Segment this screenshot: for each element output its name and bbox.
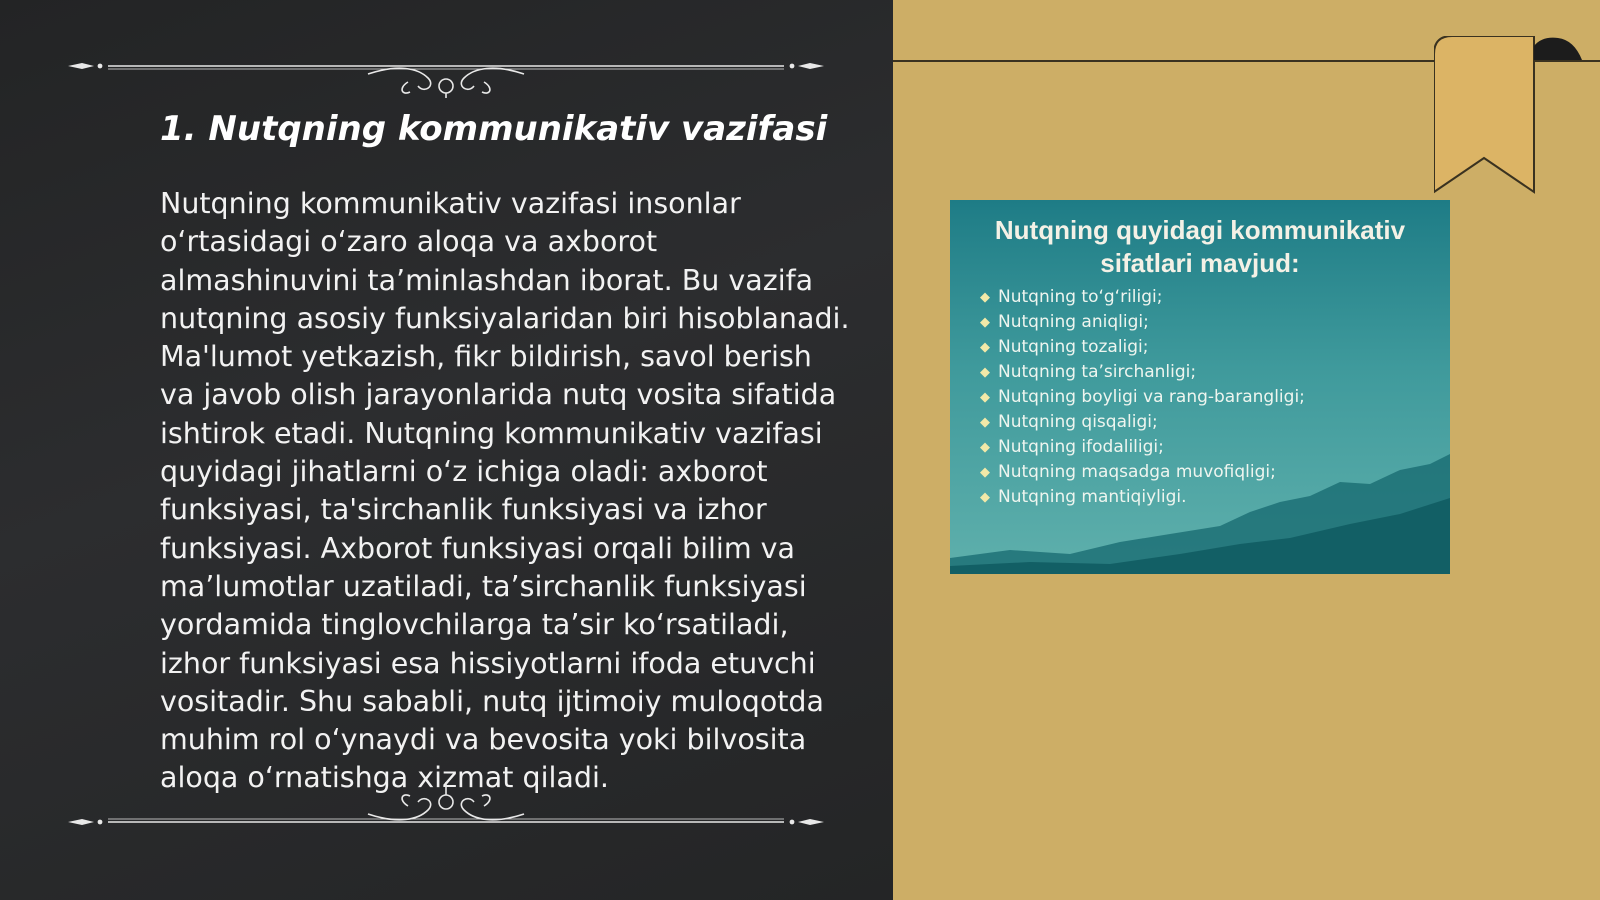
- diamond-bullet-icon: ◆: [980, 390, 990, 405]
- diamond-bullet-icon: ◆: [980, 365, 990, 380]
- list-item-label: Nutqning ta’sirchanligi;: [998, 362, 1197, 382]
- list-item: [980, 435, 1305, 460]
- list-item: [980, 285, 1305, 310]
- top-ornament-divider-icon: [68, 38, 824, 98]
- slide-title: 1. Nutqning kommunikativ vazifasi: [160, 109, 828, 149]
- list-item: [980, 360, 1305, 385]
- diamond-bullet-icon: ◆: [980, 315, 990, 330]
- diamond-bullet-icon: ◆: [980, 490, 990, 505]
- list-item: [980, 460, 1305, 485]
- list-item-label: Nutqning mantiqiyligi.: [998, 487, 1187, 507]
- list-item: [980, 410, 1305, 435]
- list-item: [980, 485, 1305, 510]
- qualities-list: [980, 285, 1305, 510]
- bookmark-ribbon-icon: [1434, 36, 1584, 202]
- diamond-bullet-icon: ◆: [980, 415, 990, 430]
- slide-body-text: Nutqning kommunikativ vazifasi insonlar o‘rtasidagi o‘zaro aloqa va axborot almashinuvini ta’minlashdan iborat. Bu vazifa nutqning asosiy funksiyalaridan biri hisoblanadi. Ma'lumot yetkazish, fikr bildirish, savol berish va javob olish jarayonlarida nutq vosita sifatida ishtirok etadi. Nutqning kommunikativ vazifasi quyidagi jihatlarni o‘z ichiga oladi: axborot funksiyasi, ta'sirchanlik funksiyasi va izhor funksiyasi. Axborot funksiyasi orqali bilim va ma’lumotlar uzatiladi, ta’sirchanlik funksiyasi yordamida tinglovchilarga ta’sir ko‘rsatiladi, izhor funksiyasi esa hissiyotlarni ifoda etuvchi vositadir. Shu sababli, nutq ijtimoiy muloqotda muhim rol o‘ynaydi va bevosita yoki bilvosita aloqa o‘rnatishga xizmat qiladi.: [160, 187, 850, 795]
- list-item: [980, 335, 1305, 360]
- diamond-bullet-icon: ◆: [980, 290, 990, 305]
- list-item-label: Nutqning maqsadga muvofiqligi;: [998, 462, 1276, 482]
- bottom-ornament-divider-icon: [68, 778, 824, 838]
- qualities-image-card: [950, 200, 1450, 574]
- list-item-label: Nutqning ifodaliligi;: [998, 437, 1164, 457]
- list-item-label: Nutqning aniqligi;: [998, 312, 1149, 332]
- diamond-bullet-icon: ◆: [980, 340, 990, 355]
- list-item: [980, 385, 1305, 410]
- list-item-label: Nutqning boyligi va rang-barangligi;: [998, 387, 1305, 407]
- diamond-bullet-icon: ◆: [980, 440, 990, 455]
- list-item-label: Nutqning qisqaligi;: [998, 412, 1158, 432]
- diamond-bullet-icon: ◆: [980, 465, 990, 480]
- list-item-label: Nutqning to‘g‘riligi;: [998, 287, 1163, 307]
- card-title: Nutqning quyidagi kommunikativ sifatlari mavjud:: [994, 215, 1406, 278]
- list-item-label: Nutqning tozaligi;: [998, 337, 1149, 357]
- list-item: [980, 310, 1305, 335]
